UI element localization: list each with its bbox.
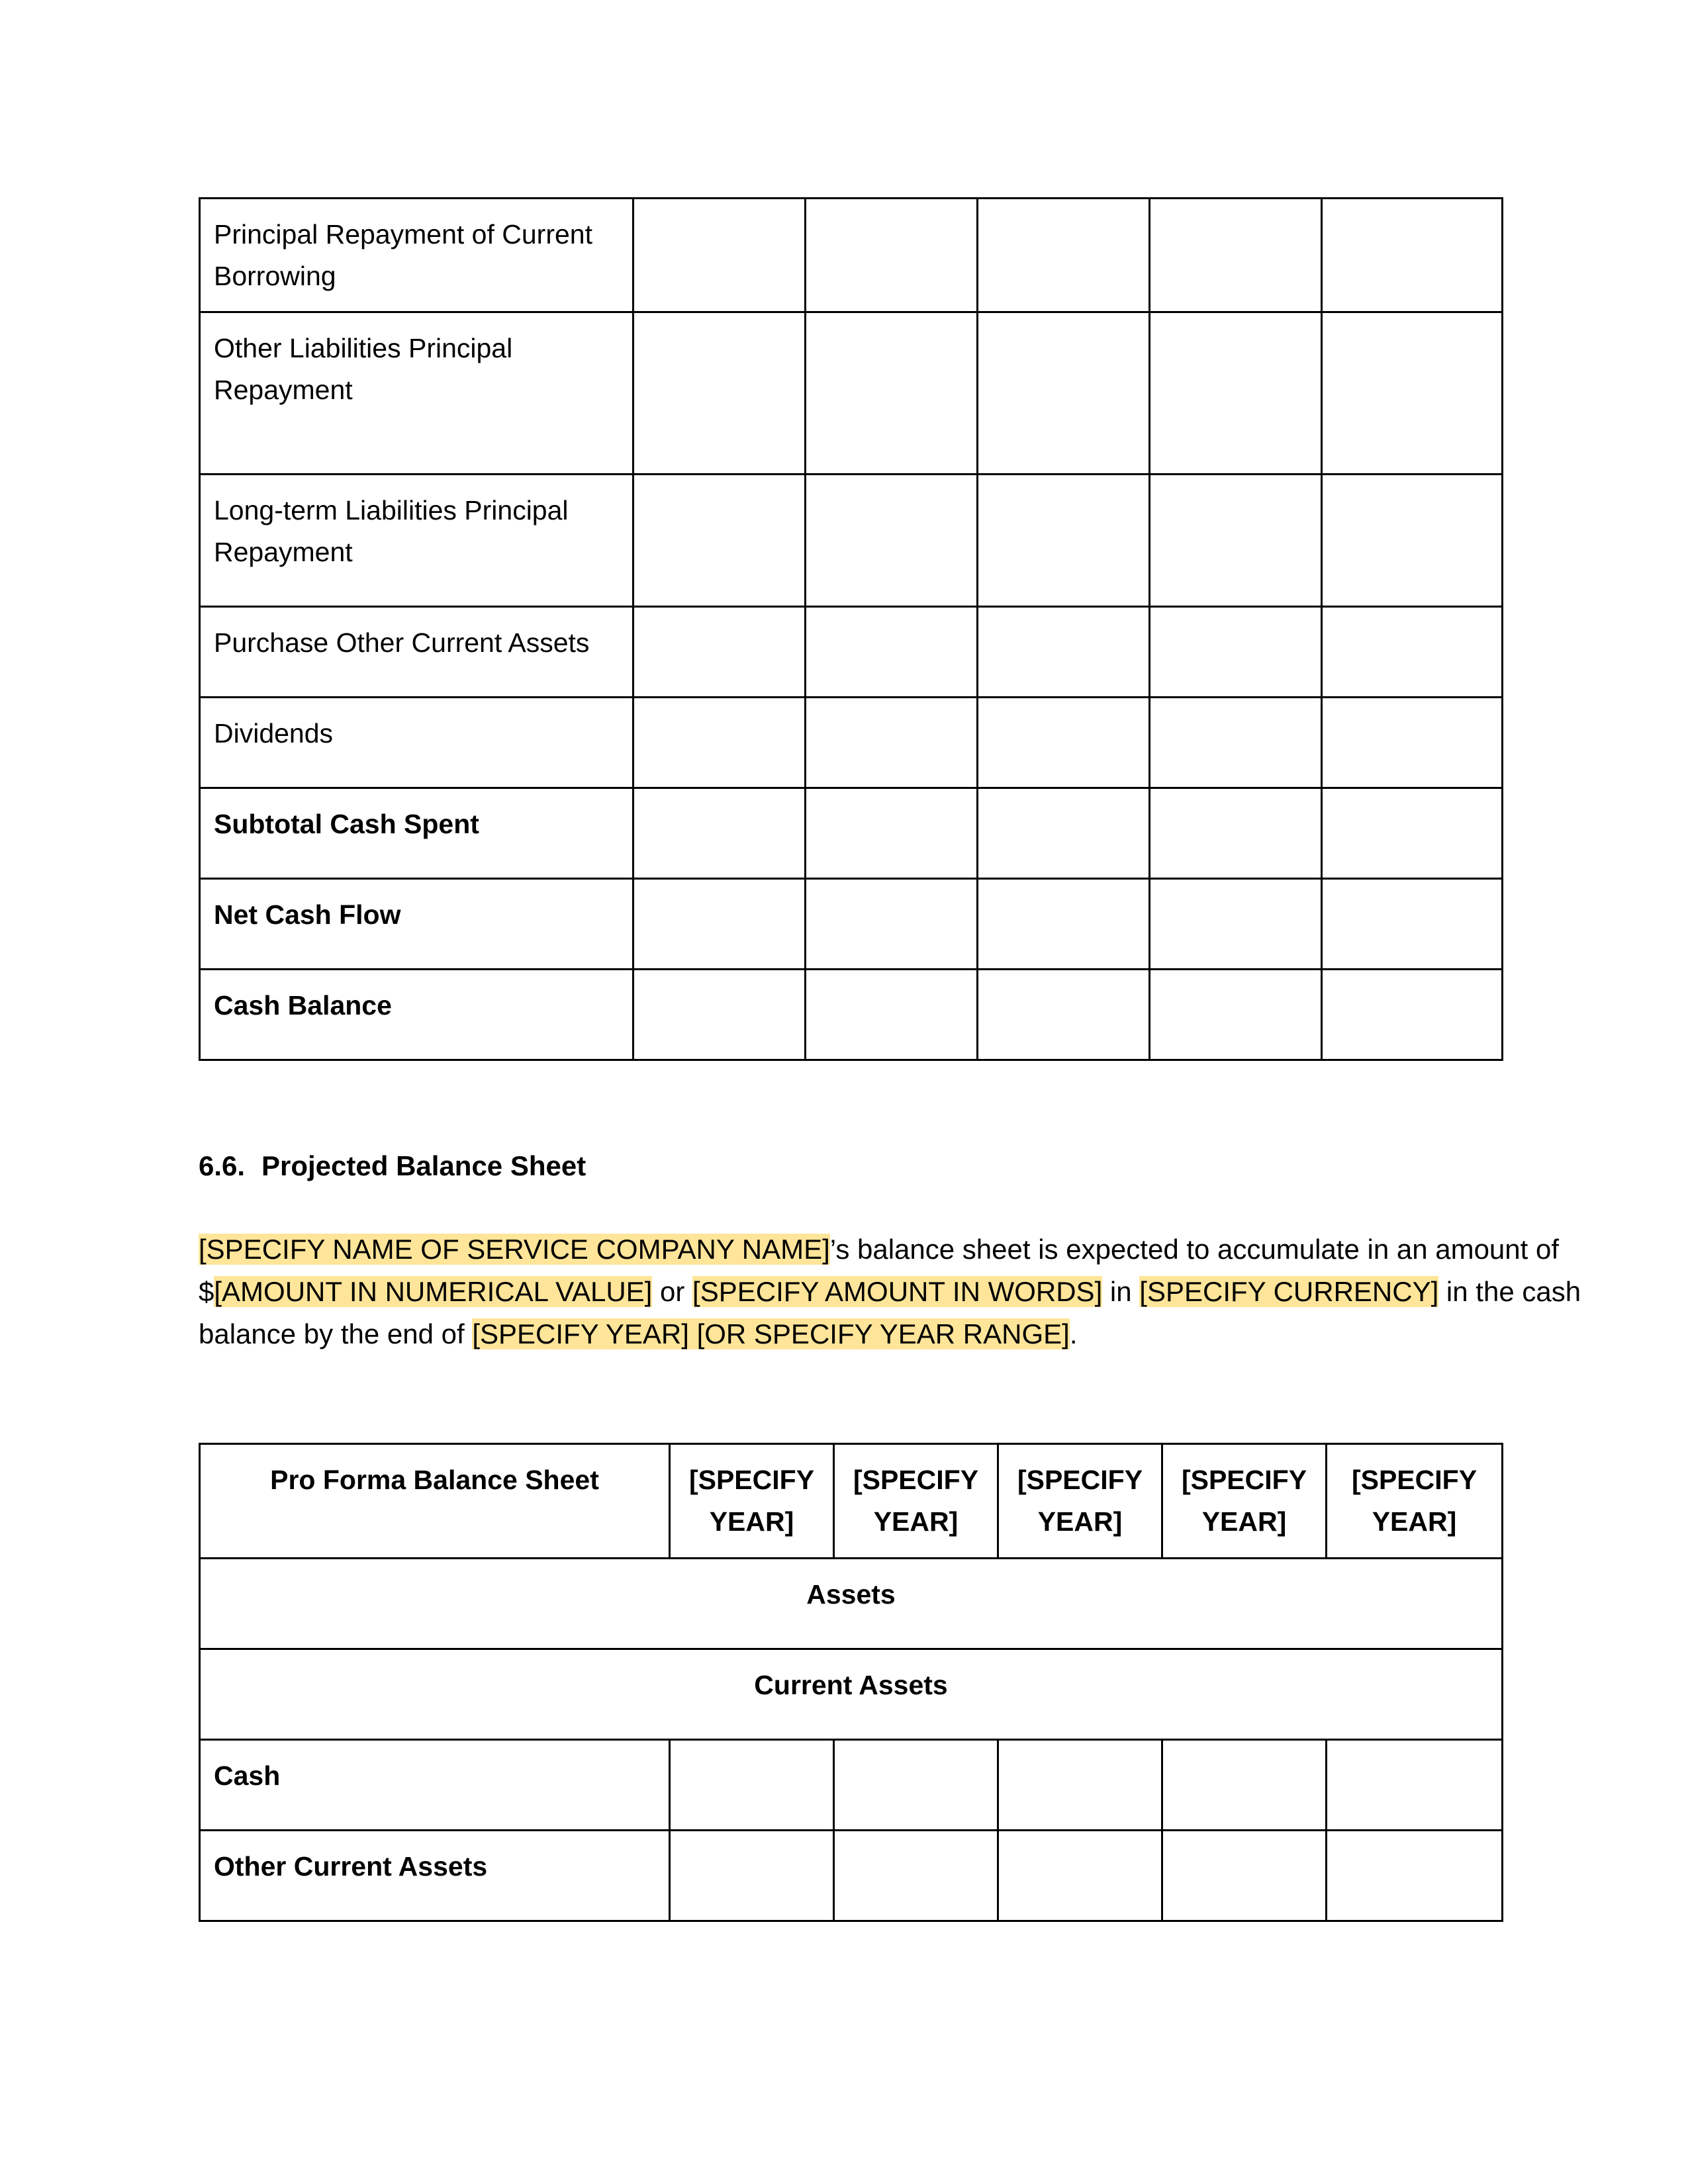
value-cell[interactable] bbox=[806, 199, 978, 312]
table-row bbox=[200, 879, 1503, 970]
value-cell[interactable] bbox=[834, 1831, 998, 1921]
year-header bbox=[999, 1445, 1161, 1543]
paragraph-text: or bbox=[652, 1276, 693, 1307]
value-cell[interactable] bbox=[978, 970, 1150, 1060]
value-cell[interactable] bbox=[978, 788, 1150, 879]
year-placeholder[interactable]: [SPECIFY YEAR] [OR SPECIFY YEAR RANGE] bbox=[472, 1318, 1070, 1349]
row-label: Principal Repayment of Current Borrowing bbox=[214, 219, 592, 291]
value-cell[interactable] bbox=[633, 879, 806, 970]
value-cell[interactable] bbox=[670, 1831, 834, 1921]
row-label-cell bbox=[200, 607, 633, 698]
section-label-current-assets: Current Assets bbox=[754, 1670, 948, 1700]
value-cell[interactable] bbox=[633, 788, 806, 879]
paragraph-text: ’s balance sheet is expected to accumulate in an amount of bbox=[829, 1234, 1560, 1265]
value-cell[interactable] bbox=[1322, 970, 1503, 1060]
section-row-assets bbox=[200, 1559, 1503, 1649]
row-label-cell bbox=[200, 312, 633, 475]
year-header-cell bbox=[1327, 1444, 1503, 1559]
year-header-cell bbox=[1162, 1444, 1327, 1559]
value-cell[interactable] bbox=[633, 475, 806, 607]
value-cell[interactable] bbox=[806, 698, 978, 788]
paragraph-text: . bbox=[1069, 1318, 1078, 1349]
value-cell[interactable] bbox=[1150, 970, 1322, 1060]
row-label: Cash bbox=[214, 1760, 281, 1791]
row-label-cell bbox=[200, 788, 633, 879]
value-cell[interactable] bbox=[1150, 475, 1322, 607]
year-header bbox=[835, 1445, 997, 1543]
value-cell[interactable] bbox=[834, 1740, 998, 1831]
value-cell[interactable] bbox=[1322, 698, 1503, 788]
pro-forma-balance-sheet-table bbox=[199, 1443, 1503, 1922]
section-label-assets: Assets bbox=[806, 1579, 896, 1610]
paragraph-text: in the cash bbox=[1438, 1276, 1581, 1307]
value-cell[interactable] bbox=[633, 970, 806, 1060]
year-header-cell bbox=[670, 1444, 834, 1559]
value-cell[interactable] bbox=[806, 475, 978, 607]
section-heading bbox=[199, 1145, 586, 1187]
value-cell[interactable] bbox=[1150, 312, 1322, 475]
value-cell[interactable] bbox=[1322, 199, 1503, 312]
amount-numeric-placeholder[interactable]: [AMOUNT IN NUMERICAL VALUE] bbox=[214, 1276, 653, 1307]
balance-sheet-paragraph bbox=[199, 1228, 1581, 1355]
value-cell[interactable] bbox=[978, 199, 1150, 312]
year-header-line1: [SPECIFY bbox=[1017, 1465, 1143, 1495]
table-row bbox=[200, 1740, 1503, 1831]
paragraph-text: in bbox=[1102, 1276, 1140, 1307]
year-header bbox=[1327, 1445, 1501, 1543]
value-cell[interactable] bbox=[978, 312, 1150, 475]
table-row bbox=[200, 312, 1503, 475]
row-label: Dividends bbox=[214, 718, 334, 749]
value-cell[interactable] bbox=[1162, 1831, 1327, 1921]
year-header-line1: [SPECIFY bbox=[1351, 1465, 1477, 1495]
year-header-cell bbox=[834, 1444, 998, 1559]
value-cell[interactable] bbox=[633, 607, 806, 698]
value-cell[interactable] bbox=[806, 970, 978, 1060]
year-header-line2: YEAR] bbox=[709, 1506, 794, 1537]
year-header bbox=[1163, 1445, 1325, 1543]
table-header-row bbox=[200, 1444, 1503, 1559]
value-cell[interactable] bbox=[1327, 1740, 1503, 1831]
table-row bbox=[200, 698, 1503, 788]
amount-words-placeholder[interactable]: [SPECIFY AMOUNT IN WORDS] bbox=[692, 1276, 1103, 1307]
row-label: Cash Balance bbox=[214, 990, 392, 1021]
row-label: Subtotal Cash Spent bbox=[214, 809, 479, 839]
row-label-cell bbox=[200, 970, 633, 1060]
dollar-sign: $ bbox=[199, 1276, 214, 1307]
year-header-cell bbox=[998, 1444, 1162, 1559]
row-label: Long-term Liabilities Principal Repayment bbox=[214, 495, 569, 567]
value-cell[interactable] bbox=[1150, 698, 1322, 788]
paragraph-text: balance by the end of bbox=[199, 1318, 473, 1349]
value-cell[interactable] bbox=[1162, 1740, 1327, 1831]
value-cell[interactable] bbox=[998, 1740, 1162, 1831]
value-cell[interactable] bbox=[806, 312, 978, 475]
section-row-current-assets bbox=[200, 1649, 1503, 1740]
value-cell[interactable] bbox=[670, 1740, 834, 1831]
year-header-line2: YEAR] bbox=[1372, 1506, 1457, 1537]
year-header-line2: YEAR] bbox=[1037, 1506, 1123, 1537]
row-label-cell bbox=[200, 879, 633, 970]
row-label: Purchase Other Current Assets bbox=[214, 627, 590, 658]
section-cell bbox=[200, 1649, 1503, 1740]
value-cell[interactable] bbox=[806, 607, 978, 698]
value-cell[interactable] bbox=[1322, 607, 1503, 698]
year-header-line1: [SPECIFY bbox=[853, 1465, 979, 1495]
section-cell bbox=[200, 1559, 1503, 1649]
value-cell[interactable] bbox=[1322, 475, 1503, 607]
company-name-placeholder[interactable]: [SPECIFY NAME OF SERVICE COMPANY NAME] bbox=[199, 1234, 830, 1265]
row-label: Other Current Assets bbox=[214, 1851, 488, 1882]
table-row bbox=[200, 788, 1503, 879]
value-cell[interactable] bbox=[633, 698, 806, 788]
value-cell[interactable] bbox=[978, 475, 1150, 607]
year-header bbox=[671, 1445, 833, 1543]
value-cell[interactable] bbox=[806, 879, 978, 970]
row-label-cell bbox=[200, 199, 633, 312]
section-title: Projected Balance Sheet bbox=[261, 1150, 586, 1181]
table-row bbox=[200, 199, 1503, 312]
value-cell[interactable] bbox=[1322, 312, 1503, 475]
value-cell[interactable] bbox=[1150, 879, 1322, 970]
value-cell[interactable] bbox=[1322, 788, 1503, 879]
year-header-line2: YEAR] bbox=[1201, 1506, 1287, 1537]
year-header-line1: [SPECIFY bbox=[1181, 1465, 1307, 1495]
table-row bbox=[200, 970, 1503, 1060]
currency-placeholder[interactable]: [SPECIFY CURRENCY] bbox=[1139, 1276, 1439, 1307]
value-cell[interactable] bbox=[978, 879, 1150, 970]
row-label-cell bbox=[200, 1740, 670, 1831]
year-header-line1: [SPECIFY bbox=[688, 1465, 815, 1495]
value-cell[interactable] bbox=[1150, 788, 1322, 879]
header-label-cell bbox=[200, 1444, 670, 1559]
table-header-label: Pro Forma Balance Sheet bbox=[270, 1465, 599, 1495]
section-number: 6.6. bbox=[199, 1150, 246, 1181]
value-cell[interactable] bbox=[998, 1831, 1162, 1921]
row-label: Other Liabilities Principal Repayment bbox=[214, 333, 513, 405]
table-row bbox=[200, 607, 1503, 698]
row-label-cell bbox=[200, 1831, 670, 1921]
value-cell[interactable] bbox=[633, 199, 806, 312]
value-cell[interactable] bbox=[806, 788, 978, 879]
row-label-cell bbox=[200, 475, 633, 607]
cash-flow-table bbox=[199, 197, 1503, 1061]
value-cell[interactable] bbox=[1150, 607, 1322, 698]
table-row bbox=[200, 1831, 1503, 1921]
value-cell[interactable] bbox=[1327, 1831, 1503, 1921]
value-cell[interactable] bbox=[1150, 199, 1322, 312]
table-row bbox=[200, 475, 1503, 607]
row-label-cell bbox=[200, 698, 633, 788]
year-header-line2: YEAR] bbox=[873, 1506, 959, 1537]
value-cell[interactable] bbox=[978, 698, 1150, 788]
value-cell[interactable] bbox=[1322, 879, 1503, 970]
value-cell[interactable] bbox=[633, 312, 806, 475]
row-label: Net Cash Flow bbox=[214, 899, 401, 930]
value-cell[interactable] bbox=[978, 607, 1150, 698]
